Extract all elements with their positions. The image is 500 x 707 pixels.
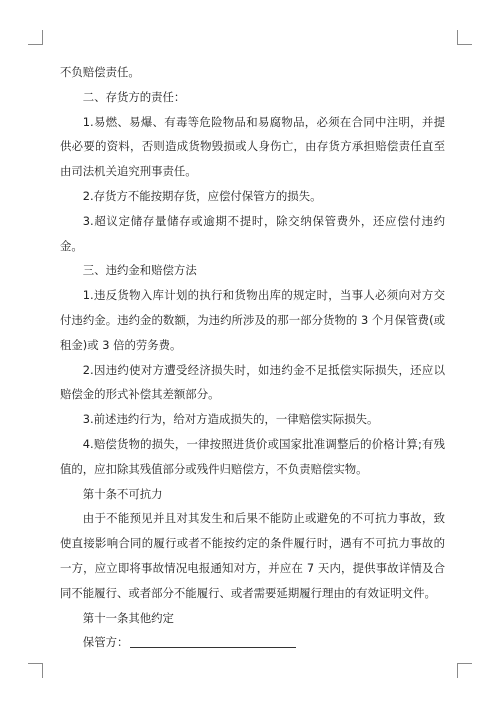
document-body <box>60 60 445 655</box>
paragraph-excess-storage: 3.超议定储存量储存或逾期不提时，除交纳保管费外，还应偿付违约金。 <box>60 213 445 253</box>
section-heading-penalty: 三、违约金和赔偿方法 <box>82 263 197 278</box>
article-heading-force-majeure: 第十条不可抗力 <box>82 486 163 501</box>
crop-mark-top-right <box>457 30 472 45</box>
crop-mark-top-left <box>28 30 43 45</box>
signature-line-custodian <box>130 635 296 648</box>
paragraph-compensation: 2.因违约使对方遭受经济损失时，如违约金不足抵偿实际损失，还应以赔偿金的形式补偿其差额部分。 <box>60 362 445 402</box>
paragraph-penalty-amount: 1.违反货物入库计划的执行和货物出库的规定时，当事人必须向对方交付违约金。违约金的数额，为违约所涉及的那一部分货物的 3 个月保管费(或租金)或 3 倍的劳务费。 <box>60 288 445 352</box>
crop-mark-bottom-right <box>457 663 472 678</box>
signature-row-custodian <box>60 630 445 655</box>
paragraph-liability-continuation: 不负赔偿责任。 <box>60 65 140 79</box>
paragraph-actual-loss: 3.前述违约行为，给对方造成损失的，一律赔偿实际损失。 <box>82 412 379 427</box>
section-heading-depositor-liability: 二、存货方的责任： <box>82 89 186 104</box>
paragraph-force-majeure: 由于不能预见并且对其发生和后果不能防止或避免的不可抗力事故，致使直接影响合同的履行或者不能按约定的条件履行时，遇有不可抗力事故的一方，应立即将事故情况电报通知对方，并应在 7 天内，提供事故详情及合同不能履行、或者部分不能履行、或者需要延期履行理由的有效证明文件。 <box>60 511 445 600</box>
paragraph-hazardous-goods: 1.易燃、易爆、有毒等危险物品和易腐物品，必须在合同中注明，并提供必要的资料，否则造成货物毁损或人身伤亡，由存货方承担赔偿责任直至由司法机关追究刑事责任。 <box>60 114 445 179</box>
article-heading-other-terms: 第十一条其他约定 <box>82 610 174 625</box>
paragraph-late-deposit: 2.存货方不能按期存货，应偿付保管方的损失。 <box>82 188 322 203</box>
crop-mark-bottom-left <box>28 663 43 678</box>
paragraph-goods-loss: 4.赔偿货物的损失，一律按照进货价或国家批准调整后的价格计算;有残值的，应扣除其残值部分或残件归赔偿方，不负责赔偿实物。 <box>60 436 445 476</box>
signature-label-custodian: 保管方： <box>82 635 129 650</box>
